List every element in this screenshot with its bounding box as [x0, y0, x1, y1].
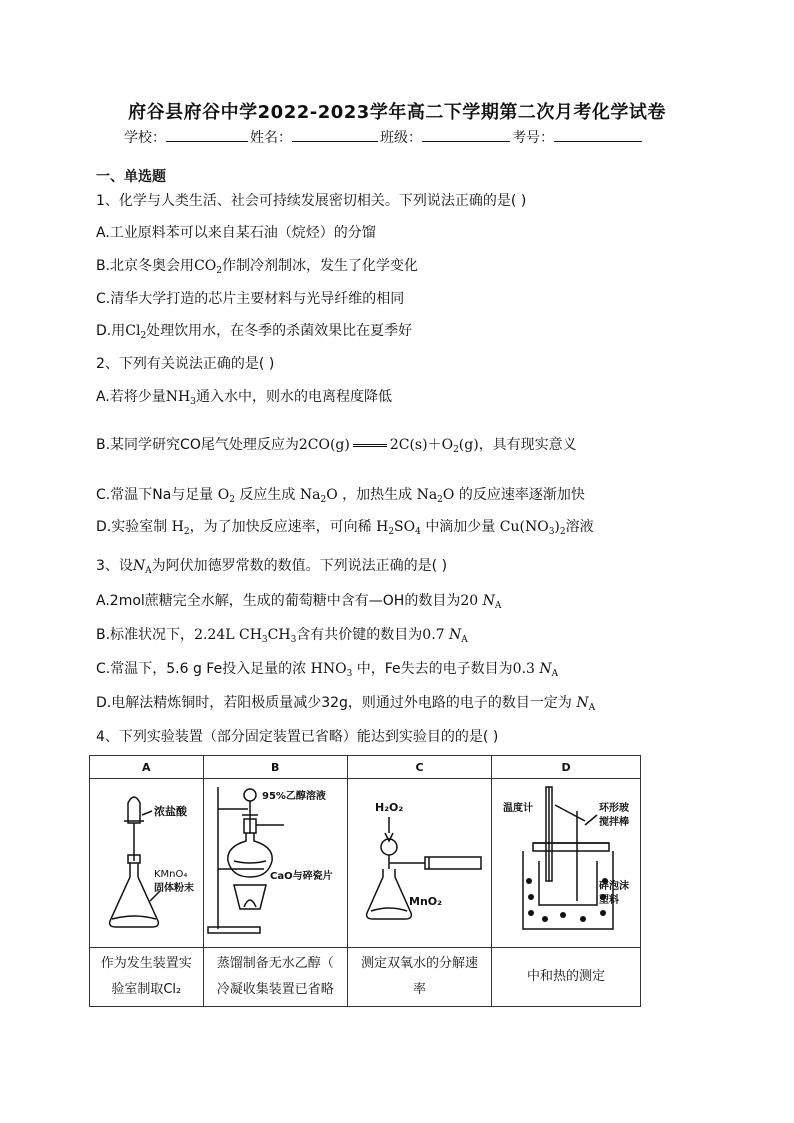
q1-option-b-post: 作制冷剂制冰，发生了化学变化	[222, 258, 418, 274]
table-header-row	[90, 756, 641, 779]
number-label: 考号：	[512, 130, 554, 146]
q2-option-b-post: ，具有现实意义	[478, 437, 577, 453]
q2-option-a-post: 通入水中，则水的电离程度降低	[195, 389, 392, 405]
q2-stem: 2、下列有关说法正确的是( )	[96, 356, 275, 372]
q3-option-c-pre: C.常温下，5.6 g Fe投入足量的浓	[96, 661, 307, 677]
q3-option-a	[96, 590, 501, 611]
q1-option-b	[96, 255, 418, 276]
q2-option-d-pre: D.实验室制	[96, 519, 168, 535]
caption-b-line2: 冷凝收集装置已省略	[216, 982, 334, 997]
label-kmno4: KMnO₄	[154, 869, 188, 880]
q2-option-a-pre: A.若将少量	[96, 389, 166, 405]
q3-option-b-pre: B.标准状况下，	[96, 627, 195, 643]
class-blank[interactable]	[422, 128, 510, 142]
q3-option-a-pre: A.2mol蔗糖完全水解，生成的葡萄糖中含有—OH的数目为	[96, 593, 461, 609]
q1-option-a: A.工业原料苯可以来自某石油（烷烃）的分馏	[96, 225, 376, 241]
caption-d-line1: 中和热的测定	[527, 969, 606, 984]
co2-formula: $CO_2$	[194, 258, 222, 276]
q2-option-d-post: 溶液	[565, 519, 594, 535]
q2-option-d	[96, 516, 594, 537]
h2so4-formula: $H_2SO_4$	[371, 519, 421, 537]
col-d-header: D	[492, 756, 641, 779]
q1-option-b-pre: B.北京冬奥会用	[96, 258, 195, 274]
label-mno2: MnO₂	[408, 895, 442, 908]
section-title: 一、单选题	[96, 169, 166, 185]
q2-option-c-mid2: ，加热生成	[342, 487, 413, 503]
q2-option-b-pre: B.某同学研究CO尾气处理反应为	[96, 437, 299, 453]
flask-funnel-diagram	[90, 781, 202, 941]
o2-formula: $O_2$	[213, 487, 235, 505]
apparatus-d	[492, 779, 641, 948]
q1-option-d-pre: D.用	[96, 323, 126, 339]
syringe-diagram	[349, 781, 491, 941]
q2-option-c	[96, 484, 585, 505]
na-symbol: $N_A$	[132, 558, 152, 576]
q2-option-c-post: 的反应速率逐渐加快	[458, 487, 585, 503]
ethane-amount: 2.24L $CH_3CH_3$	[194, 627, 297, 645]
q1-option-d	[96, 320, 412, 341]
q2-option-d-mid1: ，为了加快反应速率，可向稀	[189, 519, 372, 535]
table-caption-row	[90, 948, 641, 1007]
label-ethanol: 95%乙醇溶液	[262, 791, 327, 802]
class-label: 班级：	[380, 130, 422, 146]
q3-stem-post: 为阿伏加德罗常数的数值。下列说法正确的是( )	[151, 558, 448, 574]
q1-stem: 1、化学与人类生活、社会可持续发展密切相关。下列说法正确的是( )	[96, 193, 527, 209]
label-cao: CaO与碎瓷片	[270, 871, 333, 882]
q3-option-d-pre: D.电解法精炼铜时，若阳极质量减少32g，则通过外电路的电子的数目一定为	[96, 695, 572, 711]
label-h2o2: H₂O₂	[374, 801, 403, 814]
caption-b-line1: 蒸馏制备无水乙醇（	[216, 956, 334, 971]
q2-option-d-mid2: 中滴加少量	[425, 519, 496, 535]
na2o-formula-2: $Na_2O$	[412, 487, 459, 505]
label-ring-glass: 环形玻	[599, 803, 630, 814]
label-conc-hcl: 浓盐酸	[154, 805, 188, 818]
caption-b	[203, 948, 347, 1007]
name-blank[interactable]	[292, 128, 378, 142]
label-plastic: 塑料	[599, 895, 620, 906]
q3-option-b-mid: 含有共价键的数目为	[296, 627, 423, 643]
co-reaction-equation: 2CO(g) $2C(s)+O_2(g)$	[298, 437, 479, 455]
q3-a-value: 20 $N_A$	[460, 593, 502, 611]
hno3-formula: $HNO_3$	[306, 661, 353, 679]
apparatus-c	[347, 779, 491, 948]
col-b-header: B	[203, 756, 347, 779]
caption-d	[492, 948, 641, 1007]
q3-option-c-mid: 中，Fe失去的电子数目为	[356, 661, 513, 677]
q2-option-c-mid1: 反应生成	[239, 487, 296, 503]
caption-a-line1: 作为发生装置实	[100, 956, 192, 971]
q3-option-c	[96, 658, 558, 679]
apparatus-table	[89, 755, 641, 1007]
caption-c-line1: 测定双氧水的分解速	[360, 956, 478, 971]
q4-stem: 4、下列实验装置（部分固定装置已省略）能达到实验目的的是( )	[96, 729, 499, 745]
school-label: 学校：	[124, 130, 166, 146]
distillation-diagram	[204, 781, 346, 941]
caption-c	[347, 948, 491, 1007]
name-label: 姓名：	[250, 130, 292, 146]
label-stir-rod: 搅拌棒	[599, 817, 630, 828]
col-c-header: C	[347, 756, 491, 779]
q3-stem-pre: 3、设	[96, 558, 133, 574]
q2-option-c-pre: C.常温下Na与足量	[96, 487, 214, 503]
caption-c-line2: 率	[412, 982, 426, 997]
nh3-formula: $NH_3$	[165, 389, 196, 407]
q1-option-d-post: 处理饮用水，在冬季的杀菌效果比在夏季好	[146, 323, 413, 339]
q3-option-d	[96, 692, 595, 713]
apparatus-b	[203, 779, 347, 948]
caption-a	[90, 948, 204, 1007]
number-blank[interactable]	[554, 128, 642, 142]
caption-a-line2: 验室制取Cl₂	[111, 982, 182, 997]
q3-b-value: 0.7 $N_A$	[422, 627, 468, 645]
col-a-header: A	[90, 756, 204, 779]
cl2-formula: $Cl_2$	[125, 323, 147, 341]
label-foam: 碎泡沫	[599, 881, 630, 892]
calorimeter-diagram	[493, 781, 639, 941]
page-title: 府谷县府谷中学2022-2023学年高二下学期第二次月考化学试卷	[128, 102, 666, 123]
q3-d-value: $N_A$	[576, 695, 596, 713]
q2-option-b	[96, 434, 577, 455]
label-solid-powder: 固体粉末	[154, 883, 195, 894]
label-thermometer: 温度计	[503, 803, 534, 814]
q2-option-a	[96, 386, 392, 407]
apparatus-a	[90, 779, 204, 948]
table-image-row	[90, 779, 641, 948]
q3-option-b	[96, 624, 468, 645]
school-blank[interactable]	[166, 128, 248, 142]
h2-formula: $H_2$	[167, 519, 190, 537]
cu-no3-formula: $Cu(NO_3)_2$	[495, 519, 566, 537]
q1-option-c: C.清华大学打造的芯片主要材料与光导纤维的相同	[96, 291, 405, 307]
q3-c-value: 0.3 $N_A$	[512, 661, 559, 679]
q3-stem	[96, 555, 447, 576]
na2o-formula: $Na_2O$	[295, 487, 343, 505]
student-info-line	[124, 127, 644, 147]
